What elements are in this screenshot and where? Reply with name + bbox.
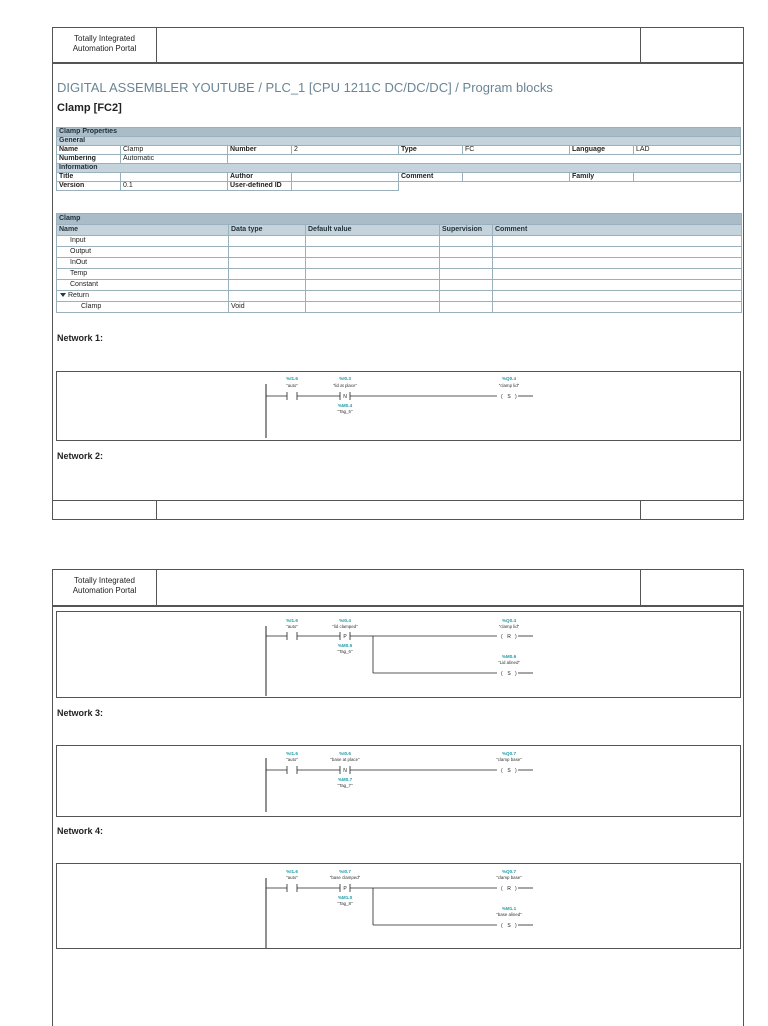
coil-open-paren: (: [501, 923, 503, 929]
row-type: [229, 247, 306, 258]
row-name-cell: [57, 291, 229, 302]
coil-op: S: [507, 394, 511, 400]
network-2-ladder: [57, 612, 742, 699]
coil-open-paren: (: [501, 671, 503, 677]
general-row-1: [57, 146, 741, 155]
row-name: Clamp: [57, 302, 229, 313]
coil-1-op: R: [507, 886, 511, 892]
edge-bit-address: %M0.7: [337, 777, 353, 782]
coil-1-address: %Q0.7: [501, 869, 517, 874]
edge-bit-symbol: "Tag_8": [337, 901, 353, 906]
author-label: Author: [228, 173, 292, 182]
contact-2-symbol: "base clamped": [329, 875, 361, 880]
col-default: Default value: [306, 225, 440, 236]
row-default: [306, 280, 440, 291]
row-type: [229, 269, 306, 280]
interface-row-return: [57, 291, 742, 302]
network-1-box: [56, 371, 741, 441]
row-supervision: [440, 280, 493, 291]
row-supervision: [440, 258, 493, 269]
portal-line2: Automation Portal: [72, 586, 137, 595]
row-name: Constant: [57, 280, 229, 291]
coil-1-op: R: [507, 634, 511, 640]
language-label: Language: [570, 146, 634, 155]
contact-2-address: %I0.4: [339, 618, 351, 623]
title-value: [121, 173, 228, 182]
row-comment: [493, 269, 742, 280]
contact-2-symbol: "lid clamped": [332, 624, 358, 629]
network-2-title: Network 2:: [57, 451, 104, 461]
coil-symbol: "clamp lid": [498, 383, 520, 388]
interface-row-constant: [57, 280, 742, 291]
language-value: LAD: [634, 146, 741, 155]
row-name: InOut: [57, 258, 229, 269]
coil-close-paren: ): [515, 923, 517, 929]
empty-cell: [399, 182, 741, 191]
header-divider: [640, 570, 641, 605]
row-comment: [493, 280, 742, 291]
number-label: Number: [228, 146, 292, 155]
row-default: [306, 236, 440, 247]
header-divider: [640, 28, 641, 62]
properties-table: [56, 127, 741, 191]
row-comment: [493, 258, 742, 269]
coil-2-op: S: [507, 923, 511, 929]
interface-row-input: [57, 236, 742, 247]
contact-2-edge-op: P: [343, 634, 347, 640]
block-title: Clamp [FC2]: [57, 102, 122, 114]
contact-2-edge-op: N: [343, 394, 347, 400]
page1-footer: [52, 500, 744, 520]
information-title: Information: [57, 164, 741, 173]
row-default: [306, 258, 440, 269]
family-label: Family: [570, 173, 634, 182]
contact-2-address: %I0.3: [339, 376, 351, 381]
interface-title: Clamp: [57, 214, 742, 225]
comment-value: [463, 173, 570, 182]
interface-section-header: [57, 214, 742, 225]
row-default: [306, 247, 440, 258]
coil-2-address: %M1.1: [501, 906, 517, 911]
info-row-2: [57, 182, 741, 191]
row-comment: [493, 291, 742, 302]
name-label: Name: [57, 146, 121, 155]
contact-1-address: %I1.6: [286, 751, 298, 756]
row-supervision: [440, 236, 493, 247]
header-divider: [156, 570, 157, 605]
userid-value: [292, 182, 399, 191]
information-header: [57, 164, 741, 173]
coil-close-paren: ): [515, 671, 517, 677]
row-name: Input: [57, 236, 229, 247]
footer-divider: [156, 501, 157, 519]
portal-logo-text: [53, 34, 156, 54]
version-label: Version: [57, 182, 121, 191]
page2-header: [52, 569, 744, 606]
interface-row-inout: [57, 258, 742, 269]
coil-open-paren: (: [501, 768, 503, 774]
edge-bit-address: %M1.0: [337, 895, 353, 900]
edge-bit-address: %M0.5: [337, 643, 353, 648]
version-value: 0.1: [121, 182, 228, 191]
expand-triangle-icon[interactable]: [60, 293, 66, 297]
contact-2-edge-op: N: [343, 768, 347, 774]
coil-2-symbol: "base alined": [496, 912, 522, 917]
coil-op: S: [507, 768, 511, 774]
row-supervision: [440, 302, 493, 313]
row-default: [306, 291, 440, 302]
network-4-title: Network 4:: [57, 826, 104, 836]
family-value: [634, 173, 741, 182]
contact-2-address: %I0.7: [339, 869, 351, 874]
row-name: Return: [68, 292, 90, 299]
row-comment: [493, 302, 742, 313]
network-4-box: [56, 863, 741, 949]
row-name: Output: [57, 247, 229, 258]
contact-1-address: %I1.6: [286, 376, 298, 381]
general-header: [57, 137, 741, 146]
coil-close-paren: ): [515, 768, 517, 774]
userid-label: User-defined ID: [228, 182, 292, 191]
col-comment: Comment: [493, 225, 742, 236]
col-datatype: Data type: [229, 225, 306, 236]
edge-bit-symbol: "Tag_7": [337, 783, 353, 788]
coil-1-symbol: "clamp base": [496, 875, 522, 880]
coil-close-paren: ): [515, 634, 517, 640]
footer-divider: [640, 501, 641, 519]
general-row-2: [57, 155, 741, 164]
row-name: Temp: [57, 269, 229, 280]
interface-row-output: [57, 247, 742, 258]
coil-open-paren: (: [501, 394, 503, 400]
info-row-1: [57, 173, 741, 182]
network-3-ladder: [57, 746, 742, 818]
edge-bit-address: %M0.4: [337, 403, 353, 408]
col-supervision: Supervision: [440, 225, 493, 236]
portal-line1: Totally Integrated: [74, 576, 135, 585]
portal-line2: Automation Portal: [72, 44, 137, 53]
numbering-value: Automatic: [121, 155, 228, 164]
contact-1-symbol: "auto": [286, 624, 298, 629]
network-3-title: Network 3:: [57, 708, 104, 718]
network-1-title: Network 1:: [57, 333, 104, 343]
header-divider: [156, 28, 157, 62]
coil-2-op: S: [507, 671, 511, 677]
empty-cell: [228, 155, 741, 164]
contact-2-edge-op: P: [343, 886, 347, 892]
col-name: Name: [57, 225, 229, 236]
network-1-ladder: [57, 372, 742, 442]
row-comment: [493, 247, 742, 258]
row-default: [306, 302, 440, 313]
contact-2-symbol: "base at place": [330, 757, 360, 762]
contact-2-address: %I0.6: [339, 751, 351, 756]
coil-address: %Q0.4: [501, 376, 517, 381]
row-type: Void: [229, 302, 306, 313]
number-value: 2: [292, 146, 399, 155]
row-type: [229, 291, 306, 302]
comment-label: Comment: [399, 173, 463, 182]
numbering-label: Numbering: [57, 155, 121, 164]
page1-header: [52, 27, 744, 63]
row-supervision: [440, 291, 493, 302]
coil-2-symbol: "Lid alined": [498, 660, 520, 665]
network-4-ladder: [57, 864, 742, 950]
contact-1-address: %I1.6: [286, 869, 298, 874]
coil-close-paren: ): [515, 886, 517, 892]
row-default: [306, 269, 440, 280]
row-supervision: [440, 247, 493, 258]
coil-address: %Q0.7: [501, 751, 517, 756]
network-2-box: [56, 611, 741, 698]
interface-table: [56, 213, 742, 313]
contact-1-symbol: "auto": [286, 383, 298, 388]
coil-1-symbol: "clamp lid": [498, 624, 520, 629]
type-label: Type: [399, 146, 463, 155]
type-value: FC: [463, 146, 570, 155]
contact-1-symbol: "auto": [286, 875, 298, 880]
coil-1-address: %Q0.4: [501, 618, 517, 623]
properties-title: Clamp Properties: [57, 128, 741, 137]
coil-open-paren: (: [501, 886, 503, 892]
edge-bit-symbol: "Tag_5": [337, 409, 353, 414]
project-path: DIGITAL ASSEMBLER YOUTUBE / PLC_1 [CPU 1211C DC/DC/DC] / Program blocks: [57, 80, 553, 95]
row-supervision: [440, 269, 493, 280]
network-3-box: [56, 745, 741, 817]
author-value: [292, 173, 399, 182]
contact-1-symbol: "auto": [286, 757, 298, 762]
portal-logo-text: [53, 576, 156, 596]
interface-row-clamp: [57, 302, 742, 313]
row-type: [229, 236, 306, 247]
general-title: General: [57, 137, 741, 146]
row-type: [229, 258, 306, 269]
title-label: Title: [57, 173, 121, 182]
contact-2-symbol: "lid at place": [332, 383, 358, 388]
coil-2-address: %M0.6: [501, 654, 517, 659]
coil-close-paren: ): [515, 394, 517, 400]
coil-symbol: "clamp base": [496, 757, 522, 762]
row-comment: [493, 236, 742, 247]
interface-row-temp: [57, 269, 742, 280]
contact-1-address: %I1.6: [286, 618, 298, 623]
coil-open-paren: (: [501, 634, 503, 640]
row-type: [229, 280, 306, 291]
name-value: Clamp: [121, 146, 228, 155]
properties-section-header: [57, 128, 741, 137]
interface-column-header: [57, 225, 742, 236]
portal-line1: Totally Integrated: [74, 34, 135, 43]
edge-bit-symbol: "Tag_6": [337, 649, 353, 654]
